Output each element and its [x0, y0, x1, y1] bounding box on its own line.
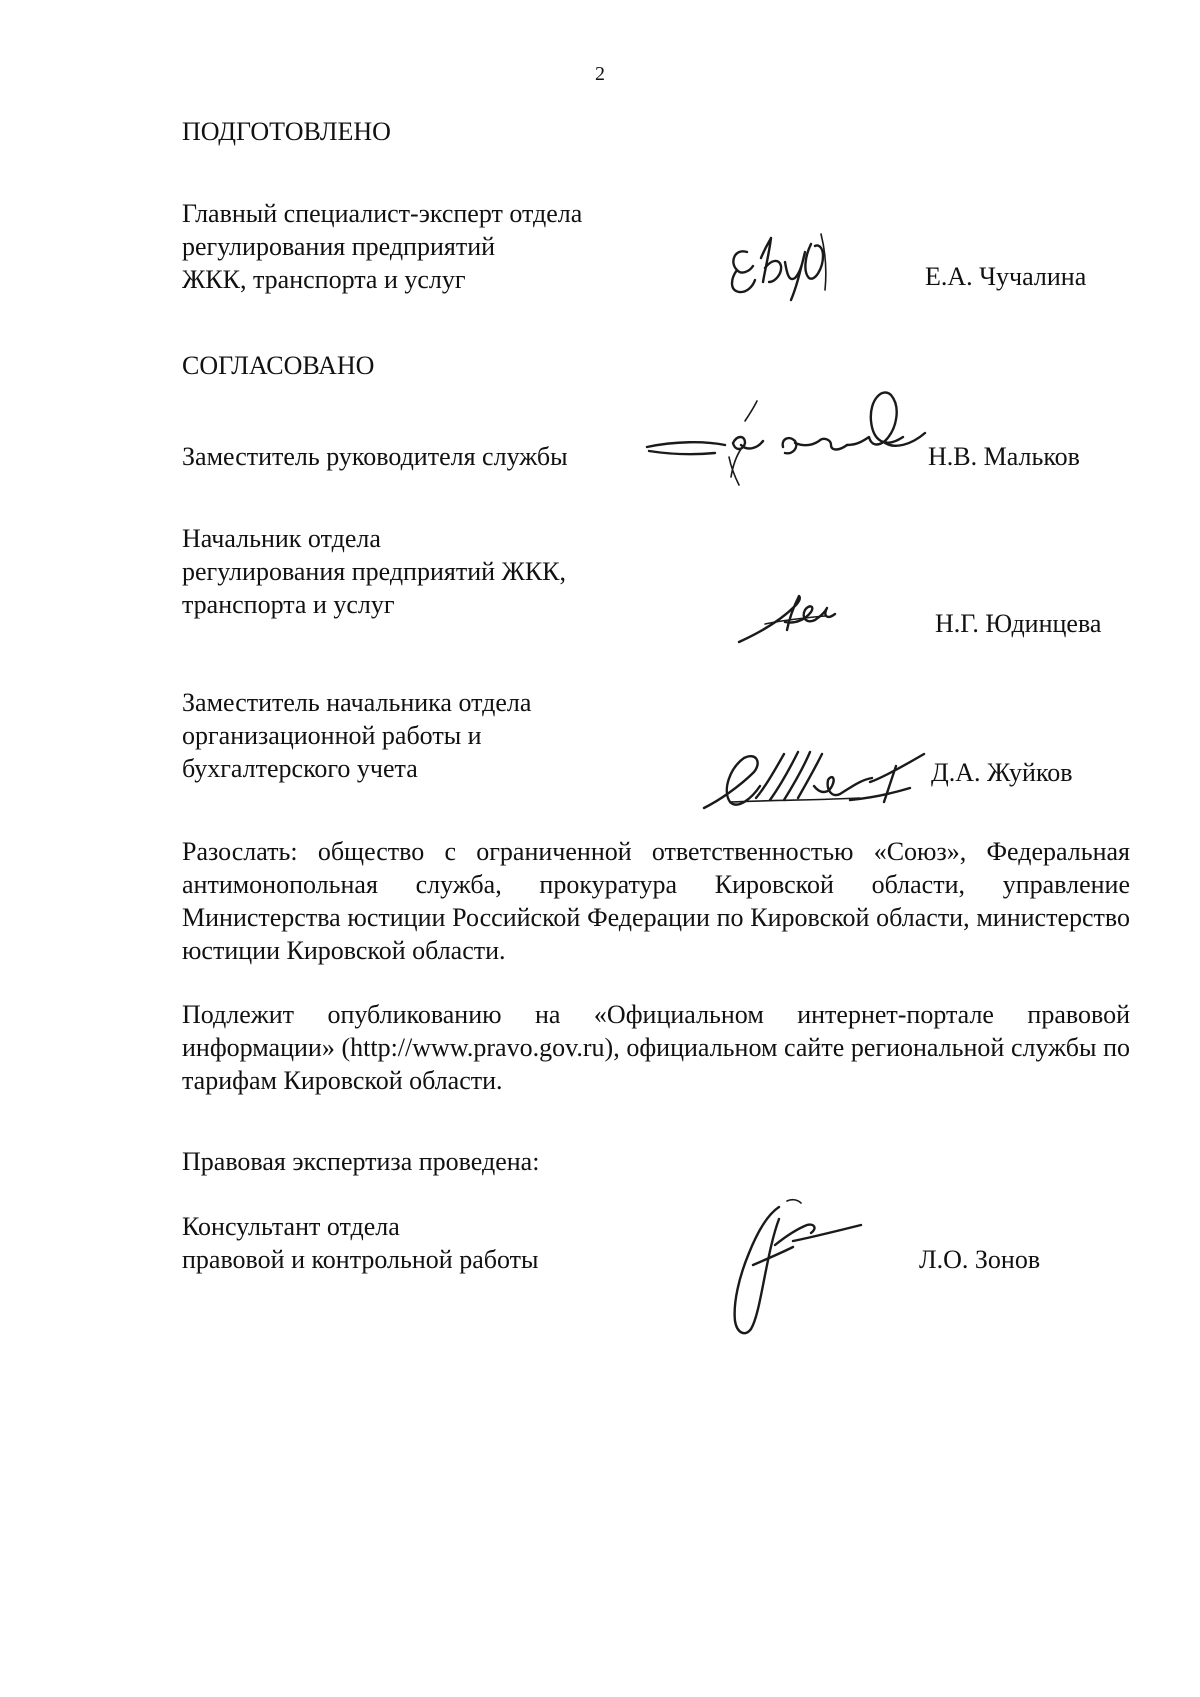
position-line: бухгалтерского учета	[182, 754, 418, 783]
page-number: 2	[595, 63, 605, 85]
legal-review-heading: Правовая экспертиза проведена:	[182, 1147, 540, 1176]
position-line: регулирования предприятий	[182, 232, 496, 261]
position-line: Заместитель начальника отдела	[182, 688, 532, 717]
signer-name: Н.В. Мальков	[928, 442, 1080, 471]
position-line: Заместитель руководителя службы	[182, 442, 568, 471]
prepared-heading: ПОДГОТОВЛЕНО	[182, 117, 391, 146]
signature-zonov	[675, 1195, 870, 1340]
signer-name: Е.А. Чучалина	[925, 262, 1087, 291]
position-line: транспорта и услуг	[182, 590, 395, 619]
position-line: Главный специалист-эксперт отдела	[182, 199, 583, 228]
prepared-position	[182, 197, 582, 296]
distribution-paragraph: Разослать: общество с ограниченной ответственностью «Союз», Федеральная антимонопольная служба, прокуратура Кировской области, управление Министерства юстиции Российской Федерации по Кировской области, министерство юстиции Кировской области.	[182, 837, 1130, 965]
position-line: Начальник отдела	[182, 524, 381, 553]
position-line: регулирования предприятий ЖКК,	[182, 557, 567, 586]
legal-review-position	[182, 1210, 538, 1276]
signer-name: Н.Г. Юдинцева	[935, 609, 1102, 638]
agreed-heading: СОГЛАСОВАНО	[182, 351, 375, 380]
position-line: Консультант отдела	[182, 1212, 400, 1241]
signature-chuchalina	[725, 230, 845, 305]
signature-zhuikov	[700, 738, 930, 818]
signer-position	[182, 522, 566, 621]
position-line: ЖКК, транспорта и услуг	[182, 265, 466, 294]
signer-position	[182, 440, 568, 473]
signer-name: Д.А. Жуйков	[931, 758, 1073, 787]
publication-paragraph: Подлежит опубликованию на «Официальном интернет-портале правовой информации» (http://www.pravo.gov.ru), официальном сайте региональной службы по тарифам Кировской области.	[182, 1000, 1130, 1095]
position-line: правовой и контрольной работы	[182, 1245, 539, 1274]
position-line: организационной работы и	[182, 721, 482, 750]
signer-position	[182, 686, 531, 785]
signer-name: Л.О. Зонов	[919, 1245, 1041, 1274]
signature-yudintseva	[735, 590, 855, 650]
signature-malkov	[645, 385, 935, 500]
